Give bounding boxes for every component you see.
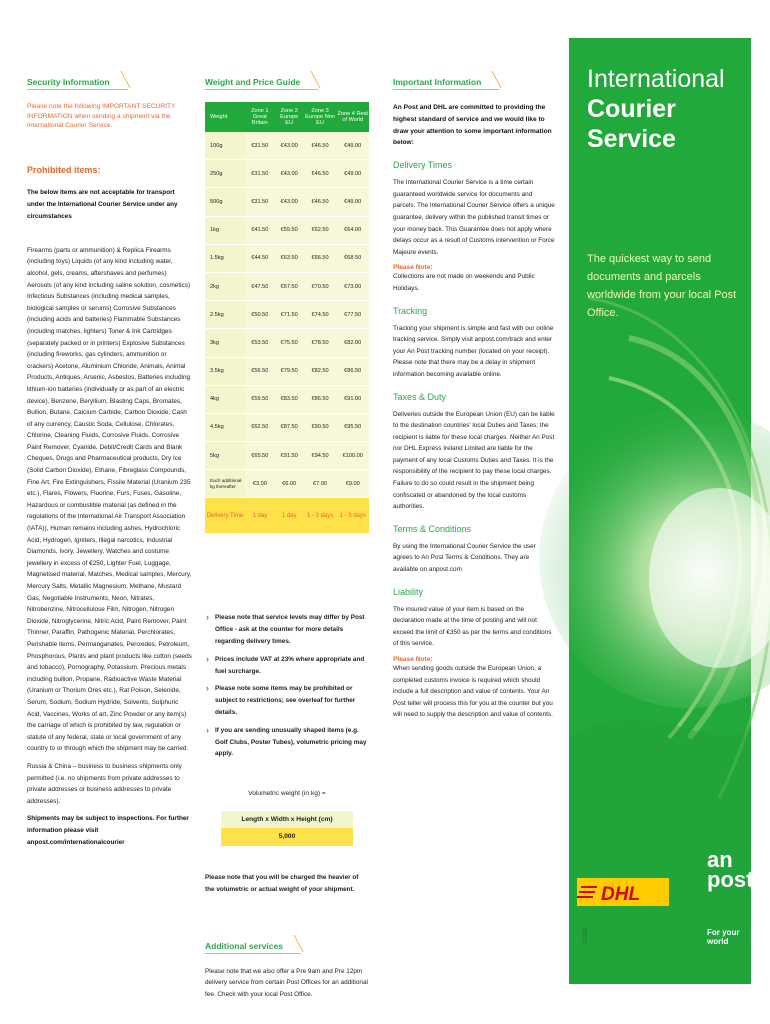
additional-services <box>205 936 369 1001</box>
formula-numerator: Length x Width x Height (cm) <box>221 811 353 828</box>
table-row <box>205 245 369 273</box>
price-cell: €50.50 <box>245 301 275 329</box>
price-cell: €91.00 <box>336 386 369 414</box>
price-cell: €79.50 <box>275 358 304 386</box>
please-note-label: Please Note: <box>393 264 433 272</box>
price-cell: €31.50 <box>245 132 275 160</box>
russia-china-text: Russia & China – business to business shipments only permitted (i.e. no shipments from private addresses to private addresses or business addresses to private addresses). <box>27 762 182 805</box>
price-cell: €43.00 <box>275 132 304 160</box>
table-row <box>205 188 369 216</box>
important-heading: Important Information <box>393 77 499 90</box>
price-cell: €75.50 <box>275 329 304 357</box>
price-table-header <box>205 102 369 132</box>
table-row <box>205 217 369 245</box>
weight-cell: 2kg <box>205 273 245 301</box>
cover-title-line1: International <box>587 65 725 93</box>
price-cell: €31.50 <box>245 160 275 188</box>
list-item: › Please note some items may be prohibited or subject to restrictions; see overleaf for further details. <box>205 683 369 718</box>
cover-panel <box>569 38 754 984</box>
price-cell: €70.50 <box>304 273 337 301</box>
customs-text: When sending goods outside the European Union, a completed customs invoice is required which should include a full description and value of contents. Your An Post teller will process this for you at the counter but you will need to supply the description and value of contents. <box>393 665 553 719</box>
table-row <box>205 160 369 188</box>
price-cell: €56.50 <box>245 358 275 386</box>
price-cell: €63.50 <box>275 245 304 273</box>
cover-swoosh-graphic <box>569 38 754 984</box>
column-header: Weight <box>205 102 245 132</box>
price-cell: €47.50 <box>245 273 275 301</box>
list-item: › Please note that service levels may differ by Post Office - ask at the counter for more details regarding delivery times. <box>205 612 369 647</box>
price-cell: €77.50 <box>336 301 369 329</box>
table-row <box>205 132 369 160</box>
prohibited-items-text: Firearms (parts or ammunition) & Replica Firearms (including toys) Liquids (of any kind including water, alcohol, gels, creams, aftershaves and perfumes) Aerosols (of any kind including saline solution, cosmetics) Infectious Substances (including medical samples, biological samples or serums) Corrosive Substances (including acids and batteries) Flammable Substances (including matches, lighters) Toner & Ink Cartridges (separately packed or in printers) Explosive Substances (including fireworks, gas cylinders, ammunition or crackers) Acetone, Aluminium Chloride, Animals, Animal Products, Antiques, Arsenic, Asbestos, Batteries including lithium-ion batteries (individually or as part of an electric device), Benzene, Beryllium, Blasting Caps, Bromates, Bullion, Butane, Calcium Carbide, Carbon Dioxide, Cash of any currency, Caustic Soda, Cellulose, Chlorates, Chlorine, Cleaning Fluids, Corrosive Fluids, Corrosive Paint Remover, Cyanide, Debit/Credit Cards and Blank Cheques, Drugs and Pharmaceutical products, Dry Ice (Solid Carbon Dioxide), Ethane, Fibreglass Compounds, Fine Art, Fire Extinguishers, Fissile Material (Uranium 235 etc.), Flares, Flowers, Fluorine, Furs, Fuses, Gasoline, Hazardous or combustible material (as defined in the regulations of the International Air Transport Association (IATA)), Human remains including ashes, Hydrochloric Acid, Hydrogen, Igniters, Illegal narcotics, Industrial Diamonds, Ivory, Jewellery, Watches and costume jewellery in excess of €250, Lighter Fuel, Luggage, Magnetised material, Matches, Medical samples, Mercury, Mercury Salts, Metallic Magnesium, Methane, Mustard Gas, Negotiable Instruments, Neon, Nitrates, Nitrobenzine, Nitrocellulose Film, Nitrogen, Nitrogen Dioxide, Nitroglycerine, Nitric Acid, Paint Remover, Paint Thinner, Paraffin, Pathogenic Material, Perchlorates, Perishable items, Permanganates, Peroxides, Petroleum, Phosphorous, Plants and plant products like cotton (seeds and tobacco), Pornography, Potassium, Precious metals including bullion, Propane, Radioactive Waste Material (Uranium or Thorium Ores etc.), Rat Poison, Selenide, Serum, Sodium, Sodium Hydride, Solvents, Sulphuric Acid, Vaccines, Works of art, Zinc Powder or any item(s) the carriage of which is prohibited by law, regulation or statute of any federal, state or local government of any country to or through which the shipment may be carried. <box>27 246 192 753</box>
price-notes-list <box>205 612 369 760</box>
column-header: Zone 1 Great Britain <box>245 102 275 132</box>
price-cell: €49.00 <box>336 188 369 216</box>
liability-title: Liability <box>393 586 424 597</box>
terms-text: By using the International Courier Service the user agrees to An Post Terms & Conditions. They are available on anpost.com <box>393 542 536 574</box>
dhl-logo-text: DHL <box>601 884 641 905</box>
weight-cell: 1kg <box>205 217 245 245</box>
delivery-cell: 1 day <box>245 498 275 534</box>
price-cell: €9.00 <box>336 470 369 498</box>
price-cell: €41.50 <box>245 217 275 245</box>
price-cell: €71.50 <box>275 301 304 329</box>
price-cell: €43.00 <box>275 160 304 188</box>
weight-cell: 1.5kg <box>205 245 245 273</box>
table-row <box>205 273 369 301</box>
cover-subtitle: The quickest way to send documents and parcels worldwide from your local Post Office. <box>587 253 737 319</box>
weight-cell: 3kg <box>205 329 245 357</box>
price-cell: €66.50 <box>304 245 337 273</box>
price-table <box>205 102 369 534</box>
price-cell: €83.50 <box>275 386 304 414</box>
weekend-note: Collections are not made on weekends and Public Holidays. <box>393 273 535 292</box>
price-cell: €94.50 <box>304 442 337 470</box>
price-cell: €74.50 <box>304 301 337 329</box>
security-heading: Security Information <box>27 77 128 90</box>
important-column <box>393 72 555 721</box>
terms-title: Terms & Conditions <box>393 523 472 534</box>
delivery-time-row <box>205 498 369 534</box>
table-row <box>205 414 369 442</box>
table-row <box>205 358 369 386</box>
price-cell: €49.00 <box>336 160 369 188</box>
formula-label: Volumetric weight (in kg) = <box>248 790 326 798</box>
price-cell: €59.50 <box>275 217 304 245</box>
delivery-cell: 1 - 3 days <box>336 498 369 534</box>
price-cell: €46.50 <box>304 160 337 188</box>
formula-denominator: 5,000 <box>221 828 353 846</box>
price-cell: €86.50 <box>336 358 369 386</box>
an-post-line1: an <box>707 847 733 872</box>
taxes-title: Taxes & Duty <box>393 391 447 402</box>
tracking-title: Tracking <box>393 305 428 316</box>
an-post-line2: post <box>707 867 754 892</box>
price-cell: €6.00 <box>275 470 304 498</box>
dhl-logo <box>577 878 669 906</box>
price-guide-heading: Weight and Price Guide <box>205 77 318 90</box>
additional-services-heading: Additional services <box>205 941 301 954</box>
weight-cell: 2.5kg <box>205 301 245 329</box>
weight-cell: 100g <box>205 132 245 160</box>
price-cell: €43.00 <box>275 188 304 216</box>
weight-cell: 3.5kg <box>205 358 245 386</box>
price-cell: €67.50 <box>275 273 304 301</box>
volumetric-formula <box>205 790 369 846</box>
table-row <box>205 442 369 470</box>
inspection-note: Shipments may be subject to inspections. For further information please visit anpost.com/internationalcourier <box>27 815 189 847</box>
price-cell: €82.00 <box>336 329 369 357</box>
weight-cell: 5kg <box>205 442 245 470</box>
price-cell: €31.50 <box>245 188 275 216</box>
price-cell: €91.50 <box>275 442 304 470</box>
prohibited-title: Prohibited items: <box>27 164 101 175</box>
liability-text: The insured value of your item is based on the declaration made at the time of posting and will not exceed the limit of €350 as per the terms and conditions of this service. <box>393 605 552 648</box>
list-item: › Prices include VAT at 23% where appropriate and fuel surcharge. <box>205 654 369 678</box>
list-item: › If you are sending unusually shaped items (e.g. Golf Clubs, Poster Tubes), volumetric pricing may apply. <box>205 725 369 760</box>
delivery-times-text: The International Courier Service is a time certain guaranteed worldwide service for documents and parcels. The International Courier Service offers a unique guarantee, delivery within the published transit times or your money back. This Guarantee does not apply where delays occur as a result of Customs intervention or Force Majeure events. <box>393 179 555 256</box>
delivery-times-title: Delivery Times <box>393 160 453 171</box>
price-cell: €73.00 <box>336 273 369 301</box>
prohibited-items-list <box>27 245 192 808</box>
delivery-label: Delivery Time <box>205 498 245 534</box>
weight-cell: Each additional kg thereafter <box>205 470 245 498</box>
tracking-text: Tracking your shipment is simple and fast with our online tracking service. Simply visit anpost.com/track and enter your An Post tracking number (located on your receipt). Please note that there may be a delay in shipment information becoming available online. <box>393 324 554 378</box>
table-row <box>205 386 369 414</box>
cover-title <box>587 64 751 154</box>
cover-title-line2: Courier Service <box>587 95 676 153</box>
table-row <box>205 329 369 357</box>
table-row <box>205 470 369 498</box>
not-acceptable-text: The below items are not acceptable for transport under the International Courier Service under any circumstances <box>27 188 178 220</box>
delivery-cell: 1 day <box>275 498 304 534</box>
important-intro: An Post and DHL are committed to providing the highest standard of service and we would like to draw your attention to some important information below: <box>393 104 552 147</box>
price-cell: €78.50 <box>304 329 337 357</box>
column-header: Zone 3 Europe Non EU <box>304 102 337 132</box>
price-cell: €100.00 <box>336 442 369 470</box>
print-code: 01/20 <box>583 927 589 943</box>
weight-cell: 500g <box>205 188 245 216</box>
price-cell: €62.50 <box>245 414 275 442</box>
price-cell: €82.50 <box>304 358 337 386</box>
price-guide-column <box>205 72 369 1001</box>
price-cell: €3.00 <box>245 470 275 498</box>
additional-services-text: Please note that we also offer a Pre 9am and Pre 12pm delivery service from certain Post Offices for an additional fee. Check with your local Post Office. <box>205 967 368 998</box>
tagline: For your world <box>707 928 740 946</box>
price-cell: €46.50 <box>304 188 337 216</box>
please-note-label: Please Note: <box>393 656 433 663</box>
an-post-logo <box>707 847 754 892</box>
table-row <box>205 301 369 329</box>
price-cell: €68.50 <box>336 245 369 273</box>
price-cell: €62.50 <box>304 217 337 245</box>
price-cell: €64.00 <box>336 217 369 245</box>
brochure-page <box>17 38 754 998</box>
price-cell: €44.50 <box>245 245 275 273</box>
weight-cell: 250g <box>205 160 245 188</box>
weight-cell: 4kg <box>205 386 245 414</box>
price-cell: €53.50 <box>245 329 275 357</box>
taxes-text: Deliveries outside the European Union (EU) can be liable to the destination countries' local Duties and Taxes; the recipient is liable for these local charges. Neither An Post nor DHL Express Ireland Limited are liable for the payment of any local Customs Duties and Taxes. It is the responsibility of the recipient to pay these local charges. Failure to do so could result in the shipment being confiscated or abandoned by the local customs authorities. <box>393 410 555 511</box>
weight-cell: 4.5kg <box>205 414 245 442</box>
price-cell: €86.50 <box>304 386 337 414</box>
column-header: Zone 2 Europe EU <box>275 102 304 132</box>
price-cell: €59.50 <box>245 386 275 414</box>
price-cell: €87.50 <box>275 414 304 442</box>
charged-note: Please note that you will be charged the heavier of the volumetric or actual weight of your shipment. <box>205 874 359 893</box>
price-cell: €46.50 <box>304 132 337 160</box>
column-header: Zone 4 Rest of World <box>336 102 369 132</box>
price-cell: €49.00 <box>336 132 369 160</box>
security-note: Please note the following IMPORTANT SECURITY INFORMATION when sending a shipment via the International Courier Service. <box>27 103 176 130</box>
price-cell: €95.50 <box>336 414 369 442</box>
price-cell: €65.50 <box>245 442 275 470</box>
price-cell: €7.00 <box>304 470 337 498</box>
security-column <box>27 72 192 849</box>
price-cell: €90.50 <box>304 414 337 442</box>
delivery-cell: 1 - 3 days <box>304 498 337 534</box>
